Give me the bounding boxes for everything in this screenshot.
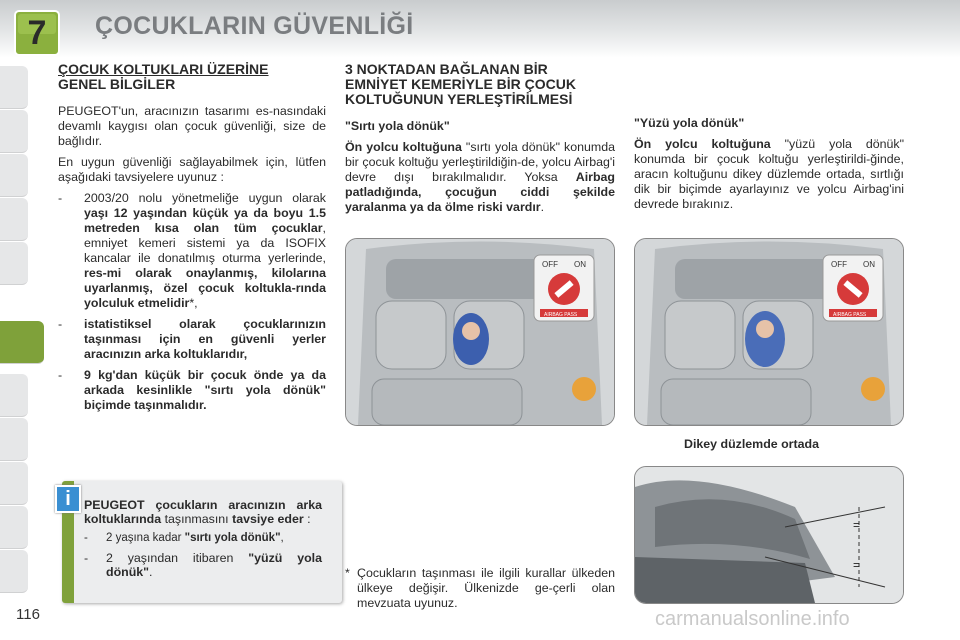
chapter-tab[interactable] [0, 374, 28, 417]
right-column [634, 116, 904, 218]
footnote-item [345, 566, 615, 611]
chapter-tab[interactable] [0, 506, 28, 549]
middle-column [345, 62, 615, 221]
paragraph: En uygun güvenliği sağlayabilmek için, lütfen aşağıdaki tavsiyelere uyunuz : [58, 155, 326, 184]
bold-span: 9 kg'dan küçük bir çocuk önde ya da arkada kesinlikle "sırtı yola dönük" biçimde taşınmalıdır. [84, 368, 326, 412]
text-span: "yüzü yola dönük" konumda bir çocuk koltuğu yerleştirildi-ğinde, aracın koltuğunu dikey düzlemde ortada, sırtlığı dik bir biçimde ayarlayınız ve yolcu Airbag'ini devrede bırakınız. [634, 137, 904, 211]
left-column [58, 62, 326, 419]
section-title-line: ÇOCUK KOLTUKLARI ÜZERİNE [58, 61, 269, 77]
chapter-tab[interactable] [0, 154, 28, 197]
text-span: 2 yaşına kadar [106, 532, 185, 544]
text-span: . [540, 200, 545, 214]
info-icon: i [55, 485, 81, 513]
svg-text:=: = [853, 518, 861, 532]
bold-span: res-mi olarak onaylanmış, kilolarına uyarlanmış, özel çocuk koltukla-rında yolculuk etmelidir [84, 266, 326, 310]
svg-text:=: = [853, 558, 861, 572]
airbag-label: AIRBAG PASS [833, 312, 867, 318]
airbag-label: AIRBAG PASS [544, 312, 578, 318]
paragraph: PEUGEOT'un, aracınızın tasarımı es-nasındaki devamlı kaygısı olan çocuk güvenliği, size de bağlıdır. [58, 104, 326, 148]
subtitle-forward-facing: "Yüzü yola dönük" [634, 116, 745, 130]
bold-span: tavsiye eder [232, 512, 304, 526]
forward-facing-seat-image [634, 238, 904, 426]
page-number: 116 [16, 606, 40, 623]
section-title-general [58, 62, 326, 92]
subtitle-rear-facing: "Sırtı yola dönük" [345, 119, 450, 133]
car-interior-illustration [635, 239, 903, 425]
section-title-line: 3 NOKTADAN BAĞLANAN BİR [345, 61, 548, 77]
off-label: OFF [542, 260, 558, 269]
paragraph [345, 140, 615, 215]
chapter-tab[interactable] [0, 462, 28, 505]
bold-span: Ön yolcu koltuğuna [345, 140, 462, 154]
on-label: ON [863, 260, 875, 269]
seat-adjust-image [634, 466, 904, 604]
chapter-tab[interactable] [0, 66, 28, 109]
info-text [84, 498, 322, 585]
bold-span: Airbag patladığında, çocuğun ciddi şekilde yaralanma ya da ölme riski vardır [345, 170, 615, 214]
text-span: taşınmasını [161, 512, 233, 526]
text-span: , [280, 532, 284, 544]
chapter-tab-active[interactable] [0, 321, 44, 364]
bold-span: "sırtı yola dönük" [184, 532, 281, 544]
paragraph [634, 137, 904, 212]
seat-position-caption: Dikey düzlemde ortada [684, 437, 819, 451]
chapter-tab[interactable] [0, 198, 28, 241]
chapter-tab[interactable] [0, 110, 28, 153]
bold-span: PEUGEOT çocukların aracınızın arka koltuklarında [84, 498, 322, 526]
footnote-star: * [345, 566, 350, 580]
text-span: *, [189, 296, 198, 310]
chapter-tab[interactable] [0, 418, 28, 461]
footnote [345, 566, 615, 617]
on-label: ON [574, 260, 586, 269]
list-item: - 2 yaşından itibaren "yüzü yola dönük". [84, 551, 322, 579]
list-item: - istatistiksel olarak çocuklarınızın taşınması için en güvenli yerler aracınızın arka koltuklarıdır, [58, 317, 326, 361]
section-title-line: GENEL BİLGİLER [58, 76, 176, 92]
footnote-text: Çocukların taşınması ile ilgili kurallar ülkeden ülkeye değişir. Ülkenizde ge-çerli olan mevzuata uyunuz. [357, 566, 615, 610]
chapter-tab[interactable] [0, 242, 28, 285]
section-title-install [345, 62, 615, 107]
text-span: . [149, 565, 153, 579]
chapter-tab[interactable] [0, 550, 28, 593]
text-span: "sırtı yola dönük" konumda bir çocuk koltuğu yerleştirildiğin-de, yolcu Airbag'i devre dışı bırakılmalıdır. Yoksa [345, 140, 615, 184]
car-interior-illustration [346, 239, 614, 425]
section-title-line: EMNİYET KEMERİYLE BİR ÇOCUK [345, 76, 577, 92]
bold-span: istatistiksel olarak çocuklarınızın taşınması için en güvenli yerler aracınızın arka koltuklarıdır, [84, 317, 326, 361]
off-label: OFF [831, 260, 847, 269]
section-title-line: KOLTUĞUNUN YERLEŞTİRİLMESİ [345, 91, 573, 107]
chapter-number: 7 [27, 14, 47, 52]
bold-span: yaşı 12 yaşından küçük ya da boyu 1.5 metreden kısa olan tüm çocuklar [84, 206, 326, 235]
bold-span: Ön yolcu koltuğuna [634, 137, 771, 151]
list-item: - 2003/20 nolu yönetmeliğe uygun olarak yaşı 12 yaşından küçük ya da boyu 1.5 metreden kısa olan tüm çocuklar, emniyet kemeri sistemi ya da ISOFIX kancalar ile donatılmış oturma yerlerinde, res-mi olarak onaylanmış, kilolarına uyarlanmış, özel çocuk koltukla-rında yolculuk etmelidir*, [58, 191, 326, 310]
text-span: 2003/20 nolu yönetmeliğe uygun olarak [84, 191, 326, 205]
bold-span: "yüzü yola dönük" [106, 551, 322, 579]
text-span: : [303, 512, 311, 526]
page-title: ÇOCUKLARIN GÜVENLİĞİ [95, 12, 414, 40]
text-span: , emniyet kemeri sistemi ya da ISOFIX kancalar ile donatılmış oturma yerlerinde, [84, 221, 326, 265]
list-item: - 2 yaşına kadar "sırtı yola dönük", [84, 532, 284, 544]
rear-facing-seat-image [345, 238, 615, 426]
watermark: carmanualsonline.info [655, 608, 850, 630]
seat-side-illustration [635, 467, 903, 603]
list-item: - 9 kg'dan küçük bir çocuk önde ya da arkada kesinlikle "sırtı yola dönük" biçimde taşınmalıdır. [58, 368, 326, 412]
text-span: 2 yaşından itibaren [106, 551, 249, 565]
